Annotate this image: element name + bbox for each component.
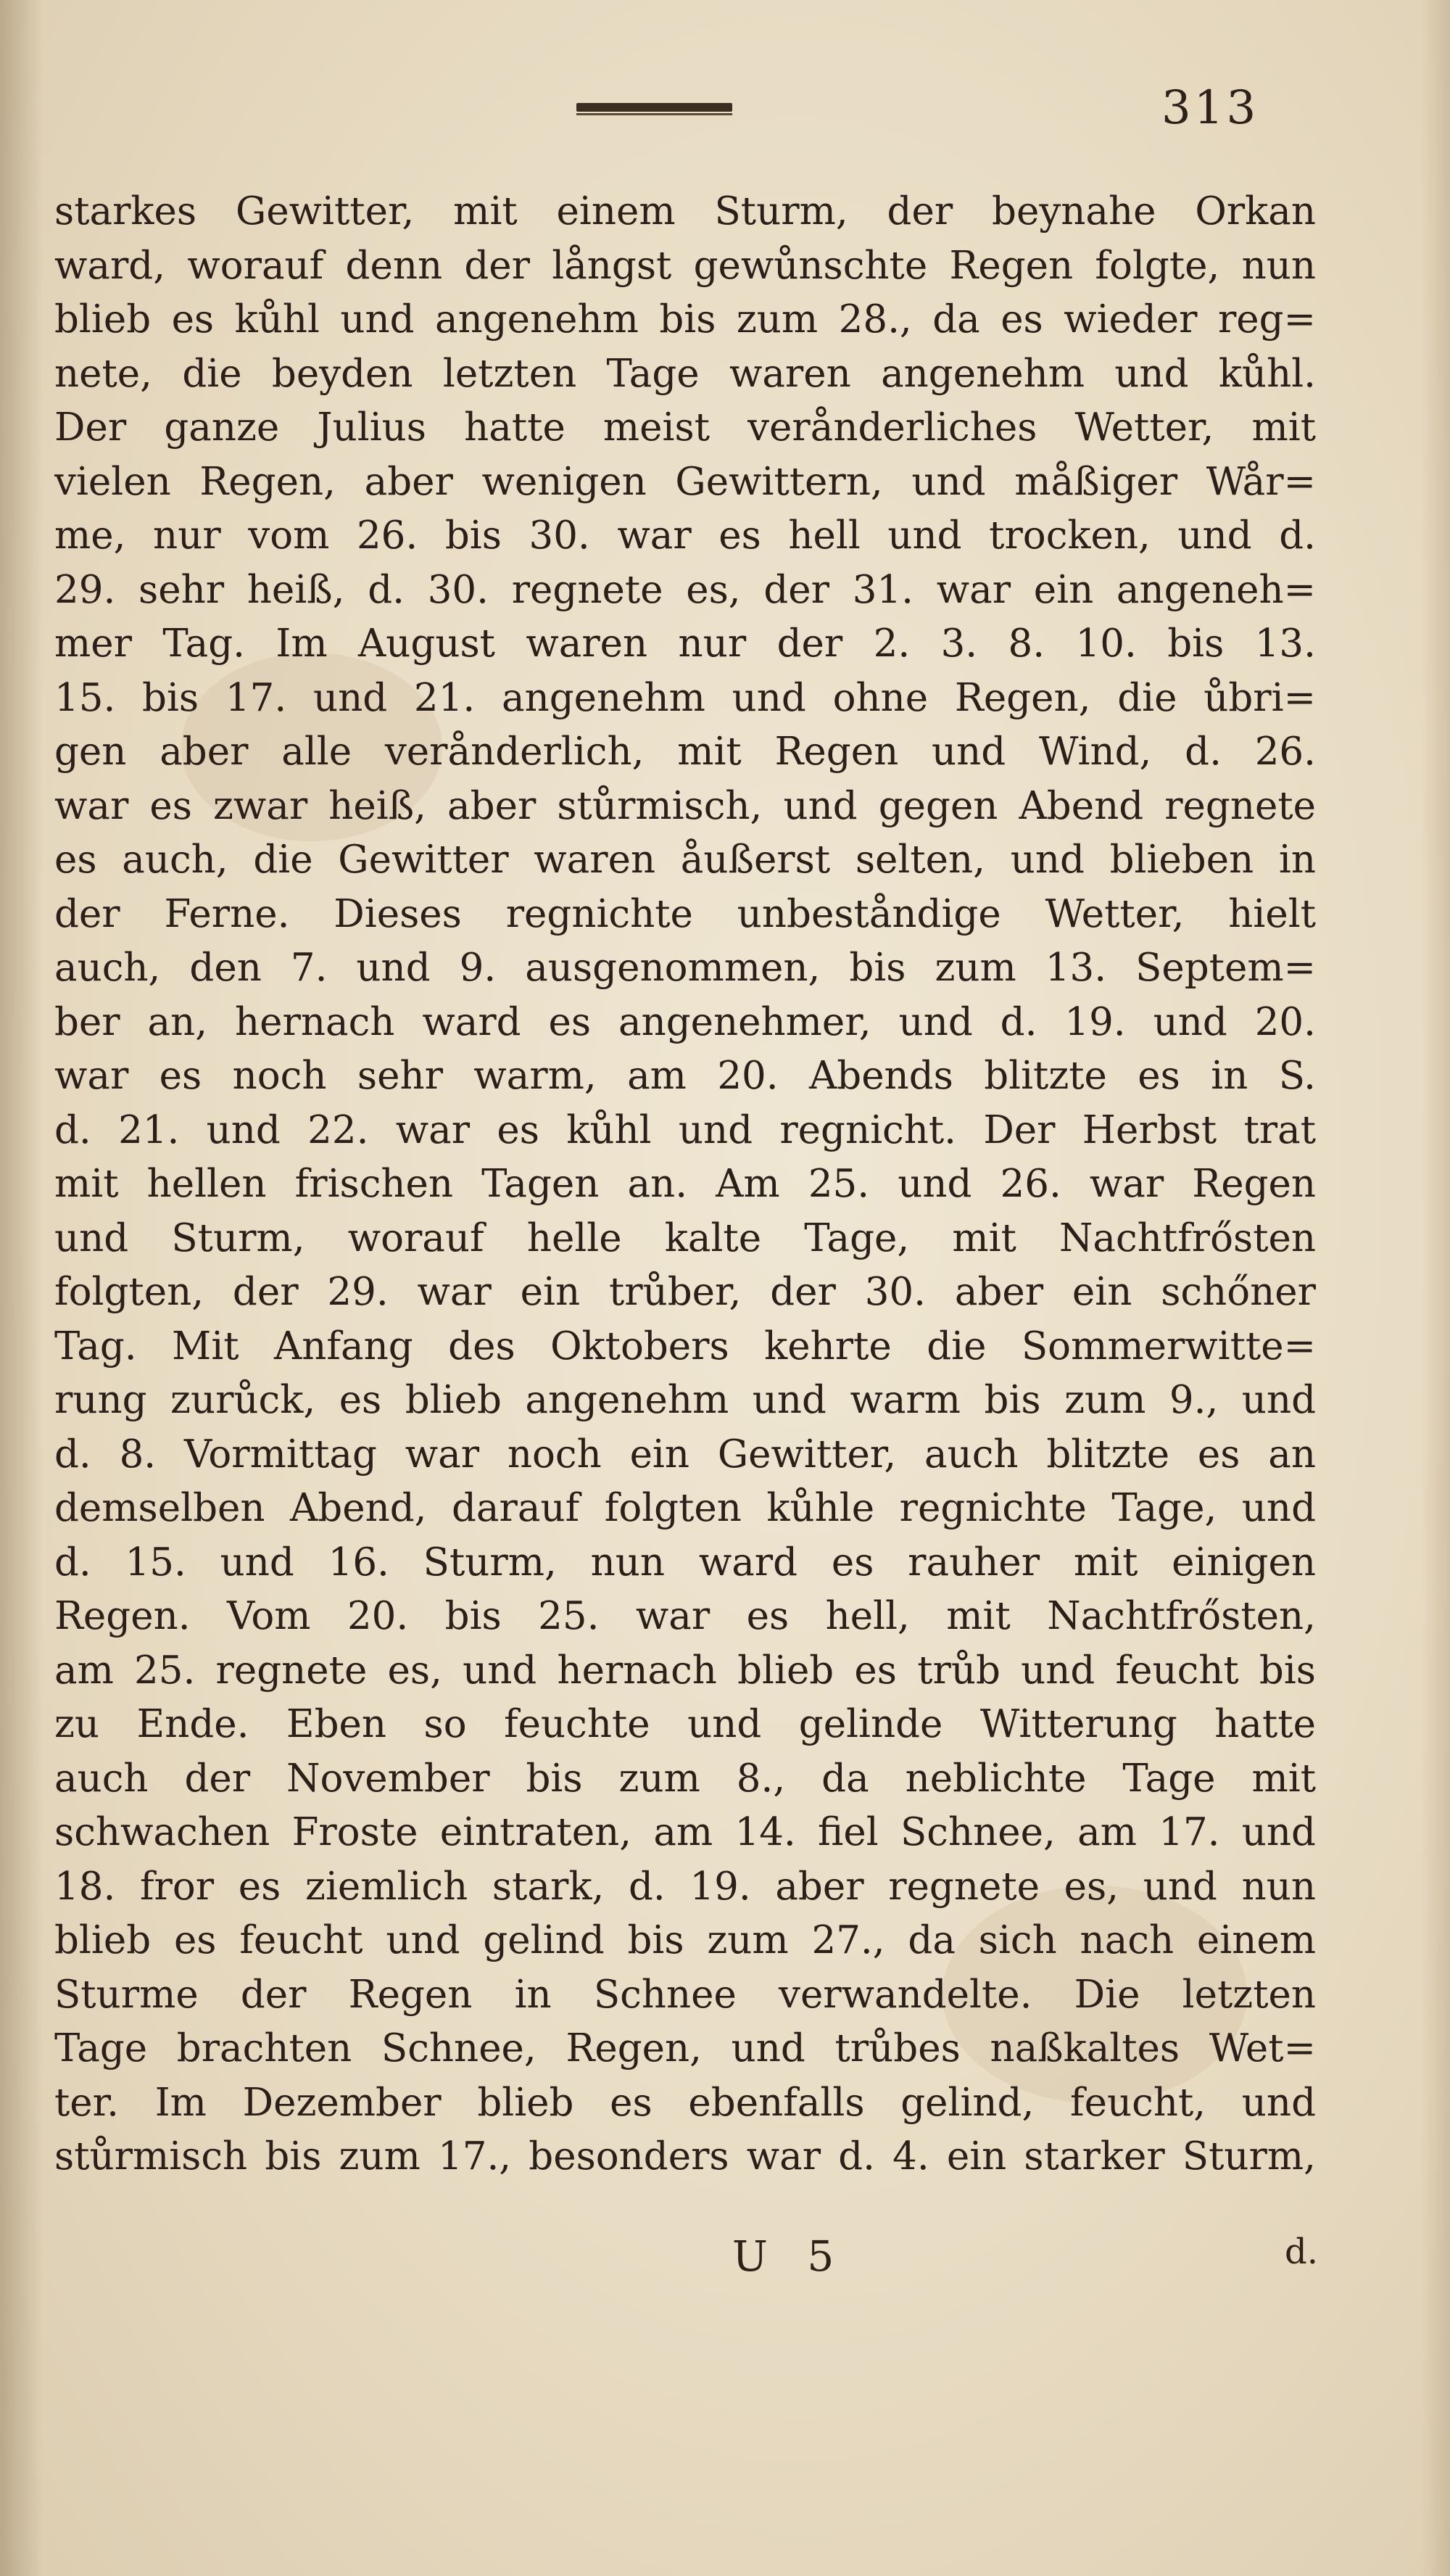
text-line: Sturme der Regen in Schnee verwandelte. Die letzten	[54, 1972, 1316, 2017]
text-line: war es zwar heiß, aber stůrmisch, und gegen Abend regnete	[54, 783, 1316, 828]
body-text	[54, 185, 1316, 2184]
text-line: gen aber alle verånderlich, mit Regen und Wind, d. 26.	[54, 730, 1316, 774]
text-line: Tag. Mit Anfang des Oktobers kehrte die Sommerwitte=	[54, 1324, 1316, 1368]
text-line: 18. fror es ziemlich stark, d. 19. aber regnete es, und nun	[54, 1864, 1316, 1909]
text-line: demselben Abend, darauf folgten kůhle regnichte Tage, und	[54, 1486, 1316, 1530]
signature-mark: U 5	[732, 2232, 848, 2281]
text-line: 29. sehr heiß, d. 30. regnete es, der 31. war ein angeneh=	[54, 567, 1316, 612]
text-line: schwachen Froste eintraten, am 14. fiel Schnee, am 17. und	[54, 1810, 1316, 1854]
text-line: blieb es feucht und gelind bis zum 27., da sich nach einem	[54, 1918, 1316, 1962]
text-line: Regen. Vom 20. bis 25. war es hell, mit Nachtfrősten,	[54, 1594, 1316, 1638]
text-line: rung zurůck, es blieb angenehm und warm bis zum 9., und	[54, 1378, 1316, 1422]
text-line: nete, die beyden letzten Tage waren angenehm und kůhl.	[54, 351, 1316, 396]
text-line: folgten, der 29. war ein trůber, der 30. aber ein schőner	[54, 1270, 1316, 1314]
text-line: ward, worauf denn der långst gewůnschte Regen folgte, nun	[54, 243, 1316, 288]
text-line: auch, den 7. und 9. ausgenommen, bis zum 13. Septem=	[54, 946, 1316, 990]
page-edge-shadow	[1421, 0, 1450, 2576]
page-number: 313	[1161, 81, 1259, 135]
text-line: mer Tag. Im August waren nur der 2. 3. 8. 10. bis 13.	[54, 622, 1316, 666]
text-line: mit hellen frischen Tagen an. Am 25. und 26. war Regen	[54, 1162, 1316, 1206]
text-line: starkes Gewitter, mit einem Sturm, der beynahe Orkan	[54, 189, 1316, 234]
text-line: ber an, hernach ward es angenehmer, und d. 19. und 20.	[54, 999, 1316, 1044]
text-line: Der ganze Julius hatte meist verånderliches Wetter, mit	[54, 405, 1316, 450]
text-line: vielen Regen, aber wenigen Gewittern, und måßiger Wår=	[54, 459, 1316, 504]
text-line: ter. Im Dezember blieb es ebenfalls gelind, feucht, und	[54, 2080, 1316, 2125]
text-line: stůrmisch bis zum 17., besonders war d. 4. ein starker Sturm,	[54, 2134, 1316, 2179]
text-line: war es noch sehr warm, am 20. Abends blitzte es in S.	[54, 1054, 1316, 1098]
text-line: d. 8. Vormittag war noch ein Gewitter, auch blitzte es an	[54, 1432, 1316, 1477]
text-line: d. 21. und 22. war es kůhl und regnicht. Der Herbst trat	[54, 1107, 1316, 1152]
catchword: d.	[1285, 2232, 1318, 2272]
text-line: me, nur vom 26. bis 30. war es hell und trocken, und d.	[54, 513, 1316, 558]
text-line: Tage brachten Schnee, Regen, und trůbes naßkaltes Wet=	[54, 2026, 1316, 2071]
text-line: der Ferne. Dieses regnichte unbeståndige Wetter, hielt	[54, 891, 1316, 936]
text-line: blieb es kůhl und angenehm bis zum 28., da es wieder reg=	[54, 297, 1316, 342]
gutter-shadow	[0, 0, 44, 2576]
text-line: auch der November bis zum 8., da neblichte Tage mit	[54, 1756, 1316, 1801]
text-line: am 25. regnete es, und hernach blieb es trůb und feucht bis	[54, 1648, 1316, 1693]
text-line: zu Ende. Eben so feuchte und gelinde Witterung hatte	[54, 1702, 1316, 1746]
text-line: 15. bis 17. und 21. angenehm und ohne Regen, die ůbri=	[54, 675, 1316, 720]
text-line: und Sturm, worauf helle kalte Tage, mit Nachtfrősten	[54, 1215, 1316, 1260]
text-line: es auch, die Gewitter waren åußerst selten, und blieben in	[54, 838, 1316, 882]
text-line: d. 15. und 16. Sturm, nun ward es rauher mit einigen	[54, 1540, 1316, 1585]
header-ornament-rule	[576, 103, 732, 112]
